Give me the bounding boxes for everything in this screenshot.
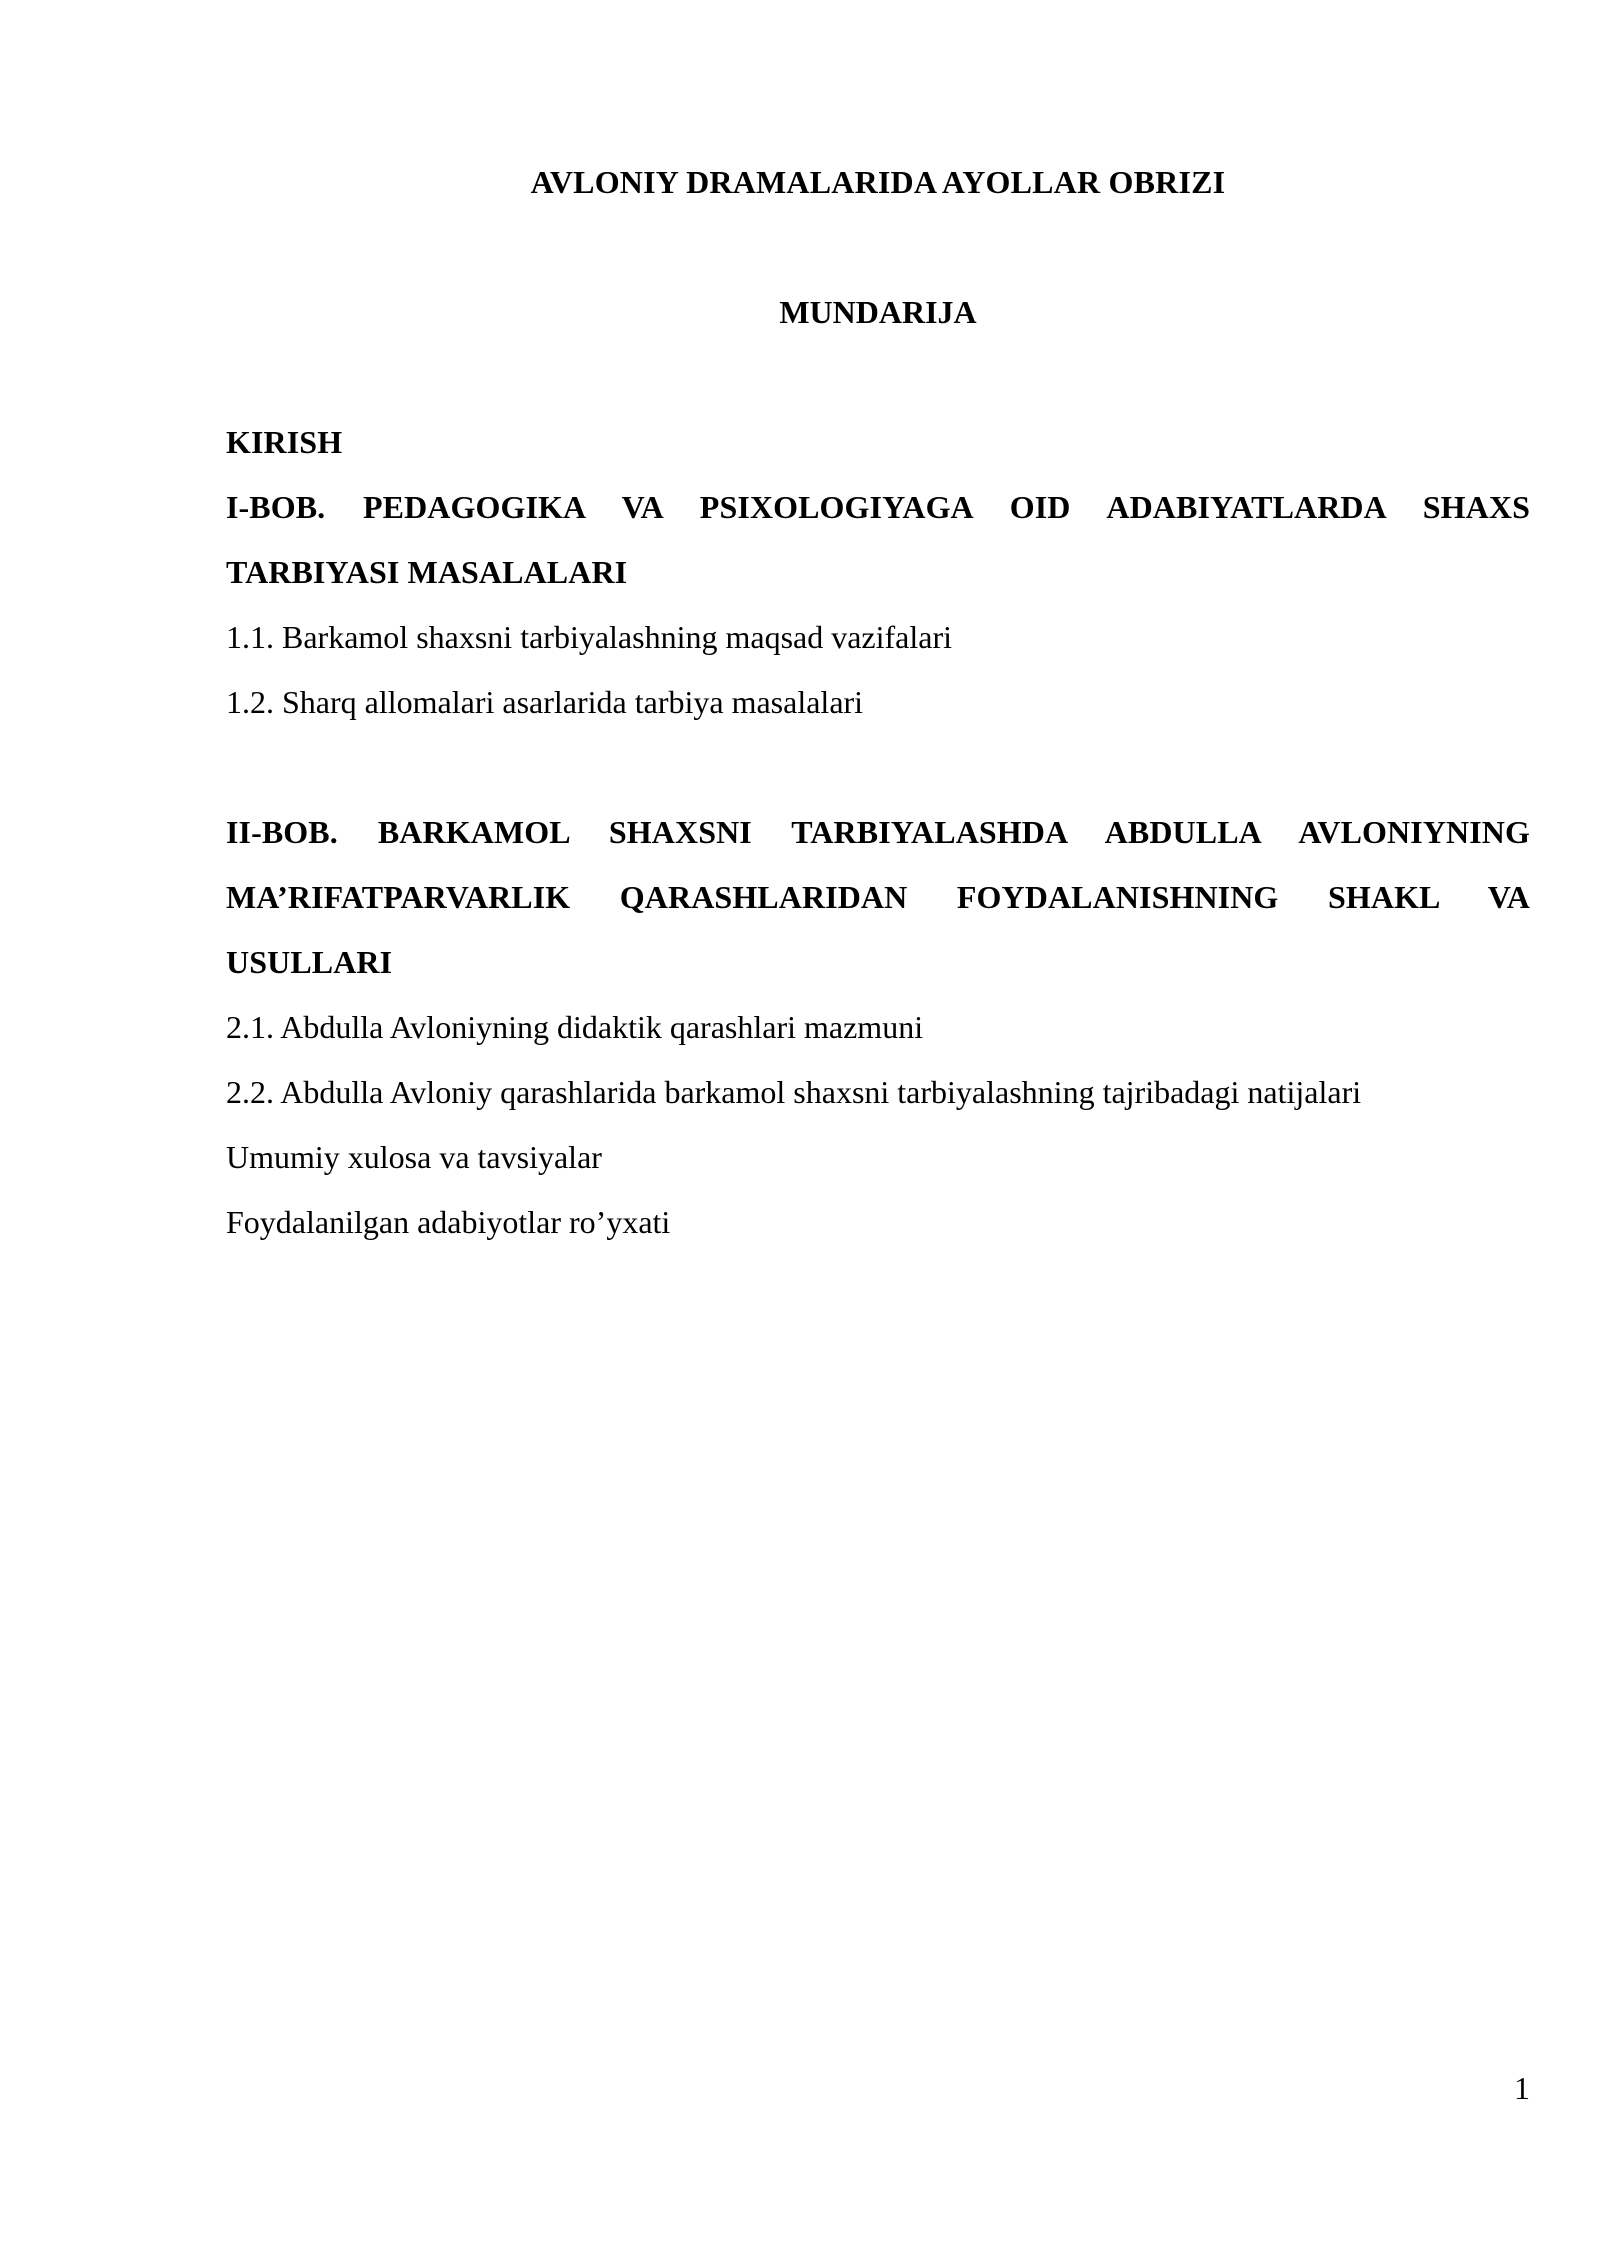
title-spacer [226, 215, 1530, 280]
toc-entry-chapter-2[interactable]: II-BOB. BARKAMOL SHAXSNI TARBIYALASHDA ABDULLA AVLONIYNING MA’RIFATPARVARLIK QARASHLARIDAN FOYDALANISHNING SHAKL VA USULLARI [226, 814, 1530, 980]
toc-group-spacer [226, 735, 1530, 800]
toc-entry-section-2-2[interactable]: 2.2. Abdulla Avloniy qarashlarida barkamol shaxsni tarbiyalashning tajribadagi natijalari [226, 1074, 1362, 1110]
toc-entry-section-1-2[interactable]: 1.2. Sharq allomalari asarlarida tarbiya masalalari [226, 684, 864, 720]
contents-spacer [226, 345, 1530, 410]
toc-entry-section-2-1[interactable]: 2.1. Abdulla Avloniyning didaktik qarashlari mazmuni [226, 1009, 924, 1045]
toc-entry-kirish[interactable]: KIRISH [226, 424, 343, 460]
page-content [226, 150, 1530, 1255]
toc-entry-section-1-1[interactable]: 1.1. Barkamol shaxsni tarbiyalashning maqsad vazifalari [226, 619, 953, 655]
table-of-contents [226, 410, 1530, 1255]
toc-entry-conclusion[interactable]: Umumiy xulosa va tavsiyalar [226, 1139, 602, 1175]
document-title: AVLONIY DRAMALARIDA AYOLLAR OBRIZI [530, 164, 1226, 200]
toc-entry-chapter-1[interactable]: I-BOB. PEDAGOGIKA VA PSIXOLOGIYAGA OID ADABIYATLARDA SHAXS TARBIYASI MASALALARI [226, 489, 1530, 590]
contents-heading: MUNDARIJA [779, 294, 977, 330]
page-number: 1 [1514, 2070, 1530, 2106]
toc-entry-bibliography[interactable]: Foydalanilgan adabiyotlar ro’yxati [226, 1204, 671, 1240]
